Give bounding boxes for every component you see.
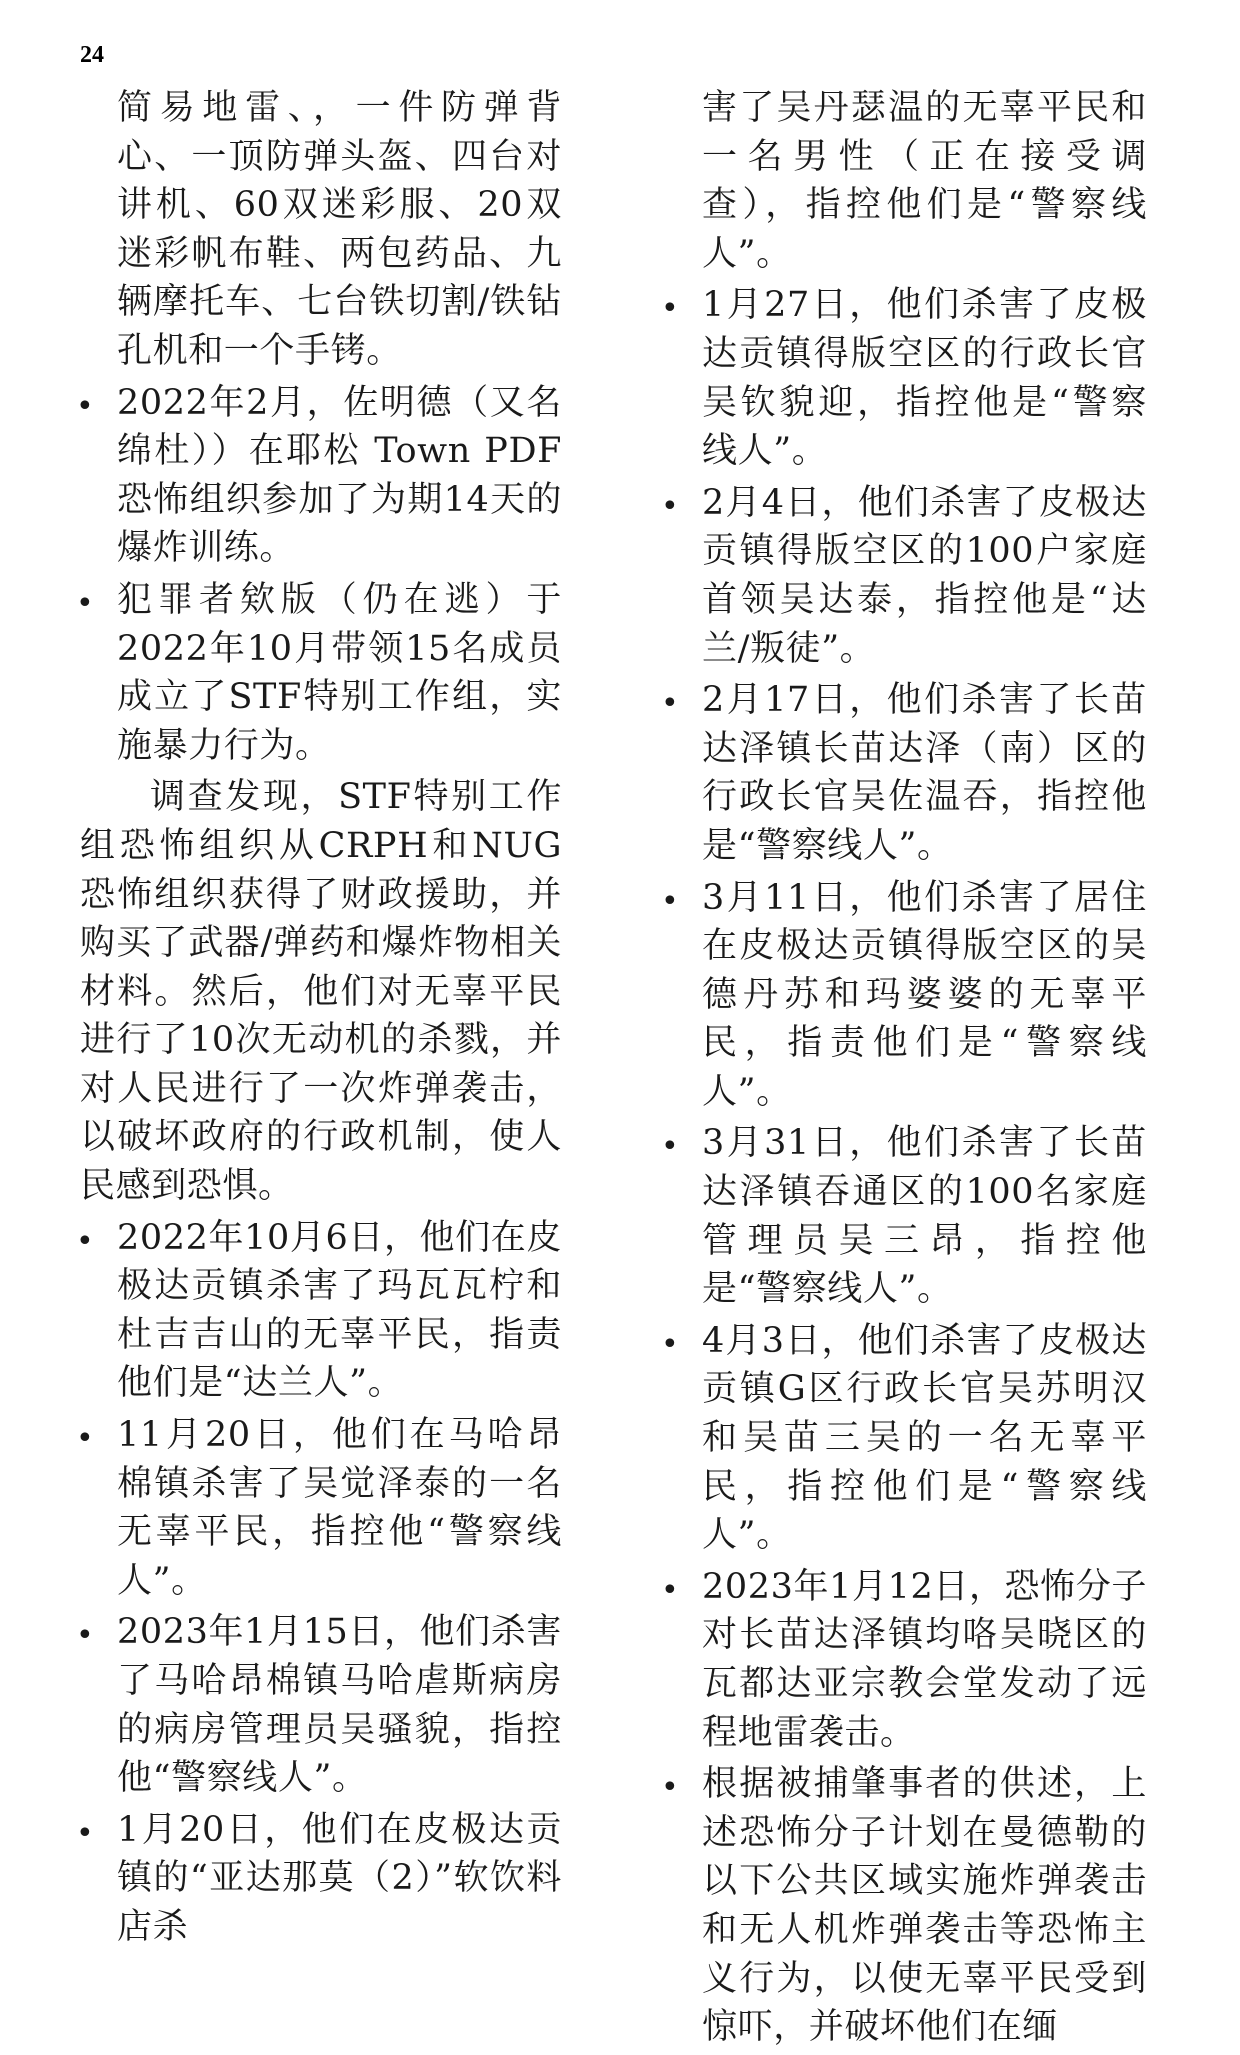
bullet-icon: •: [661, 1572, 680, 1608]
bullet-item: [76, 1806, 562, 1952]
bullet-text: 2023年1月12日，恐怖分子对长苗达泽镇均咯吴晓区的瓦都达亚宗教会堂发动了远程地雷袭击。: [702, 1566, 1147, 1753]
bullet-item: [661, 1563, 1147, 1757]
bullet-text: 1月27日，他们杀害了皮极达贡镇得版空区的行政长官吴钦貌迎，指控他是“警察线人”。: [702, 285, 1147, 472]
continuation-paragraph: 害了吴丹瑟温的无辜平民和一名男性（正在接受调查），指控他们是“警察线人”。: [702, 88, 1147, 274]
page-number: 24: [80, 42, 104, 68]
bullet-icon: •: [661, 686, 680, 722]
bullet-item: [661, 676, 1147, 870]
bullet-text: 根据被捕肇事者的供述，上述恐怖分子计划在曼德勒的以下公共区域实施炸弹袭击和无人机炸弹袭击等恐怖主义行为，以使无辜平民受到惊吓，并破坏他们在缅: [702, 1764, 1147, 2048]
bullet-text: 2月4日，他们杀害了皮极达贡镇得版空区的100户家庭首领吴达泰，指控他是“达兰/叛徒”。: [702, 482, 1147, 669]
body-paragraph: 调查发现，STF特别工作组恐怖组织从CRPH和NUG恐怖组织获得了财政援助，并购买了武器/弹药和爆炸物相关材料。然后，他们对无辜平民进行了10次无动机的杀戮，并对人民进行了一次炸弹袭击，以破坏政府的行政机制，使人民感到恐惧。: [80, 777, 562, 1207]
bullet-item: [76, 576, 562, 770]
bullet-icon: •: [661, 1770, 680, 1806]
bullet-item: [661, 479, 1147, 673]
bullet-item: [661, 281, 1147, 475]
bullet-text: 1月20日，他们在皮极达贡镇的“亚达那莫（2）”软饮料店杀: [117, 1809, 562, 1947]
bullet-text: 4月3日，他们杀害了皮极达贡镇G区行政长官吴苏明汉和吴苗三吴的一名无辜平民，指控他们是“警察线人”。: [702, 1320, 1147, 1556]
bullet-text: 3月11日，他们杀害了居住在皮极达贡镇得版空区的吴德丹苏和玛婆婆的无辜平民，指责他们是“警察线人”。: [702, 877, 1147, 1112]
bullet-icon: •: [661, 1129, 680, 1165]
bullet-text: 犯罪者欸版（仍在逃）于2022年10月带领15名成员成立了STF特别工作组，实施暴力行为。: [117, 579, 562, 766]
bullet-item: [76, 379, 562, 573]
bullet-text: 2023年1月15日，他们杀害了马哈昂棉镇马哈虐斯病房的病房管理员吴骚貌，指控他“警察线人”。: [117, 1612, 562, 1799]
bullet-item: [661, 874, 1147, 1117]
bullet-icon: •: [661, 488, 680, 524]
bullet-icon: •: [76, 1223, 95, 1259]
bullet-icon: •: [76, 388, 95, 424]
bullet-text: 2022年2月，佐明德（又名绵杜））在耶松 Town PDF恐怖组织参加了为期14天的爆炸训练。: [117, 382, 562, 569]
bullet-item: [661, 1760, 1147, 2052]
bullet-icon: •: [76, 1815, 95, 1851]
bullet-item: [76, 1608, 562, 1802]
bullet-icon: •: [76, 1618, 95, 1654]
continuation-paragraph: 简易地雷、，一件防弹背心、一顶防弹头盔、四台对讲机、60双迷彩服、20双迷彩帆布鞋、两包药品、九辆摩托车、七台铁切割/铁钻孔机和一个手铐。: [117, 88, 562, 371]
bullet-icon: •: [661, 291, 680, 327]
bullet-item: [76, 1411, 562, 1605]
bullet-icon: •: [661, 883, 680, 919]
bullet-text: 2022年10月6日，他们在皮极达贡镇杀害了玛瓦瓦柠和杜吉吉山的无辜平民，指责他们是“达兰人”。: [117, 1217, 562, 1404]
bullet-text: 11月20日，他们在马哈昂棉镇杀害了吴觉泽泰的一名无辜平民，指控他“警察线人”。: [117, 1415, 562, 1601]
bullet-item: [76, 1214, 562, 1408]
bullet-icon: •: [76, 585, 95, 621]
right-column: [661, 84, 1147, 2055]
bullet-text: 3月31日，他们杀害了长苗达泽镇吞通区的100名家庭管理员吴三昂，指控他是“警察线人”。: [702, 1123, 1147, 1310]
bullet-item: [661, 1119, 1147, 1313]
bullet-icon: •: [661, 1326, 680, 1362]
bullet-item: [661, 1317, 1147, 1560]
bullet-text: 2月17日，他们杀害了长苗达泽镇长苗达泽（南）区的行政长官吴佐温吞，指控他是“警察线人”。: [702, 680, 1147, 866]
bullet-icon: •: [76, 1421, 95, 1457]
left-column: [76, 84, 562, 1955]
